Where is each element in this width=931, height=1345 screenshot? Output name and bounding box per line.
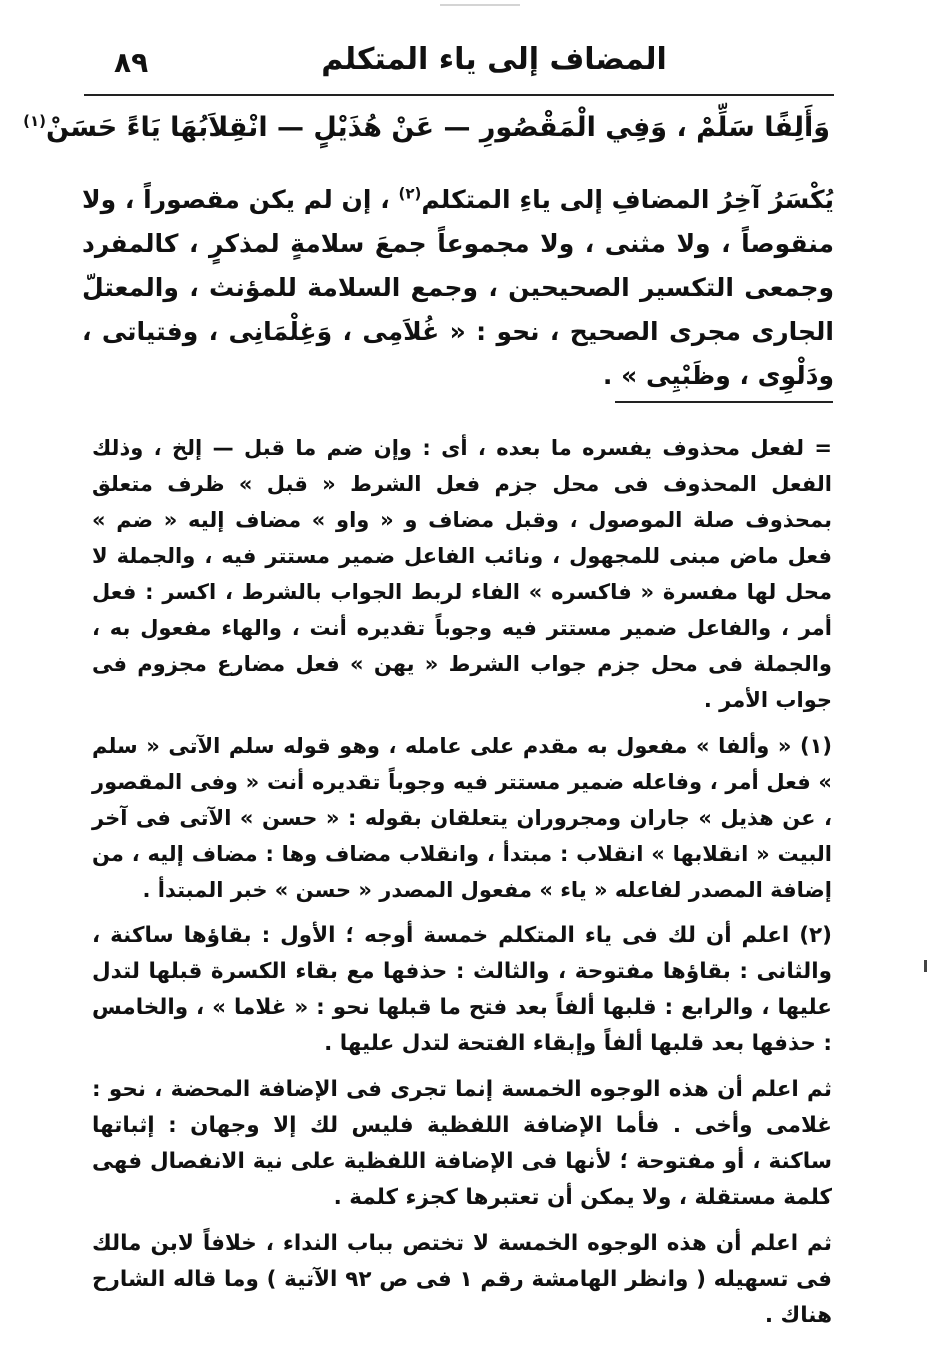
page-header [84, 40, 834, 90]
page-number: ٨٩ [114, 46, 149, 79]
footnote-ref-2: (٢) [398, 184, 422, 203]
scan-mark [440, 4, 520, 6]
footnote-2: (٢) اعلم أن لك فى ياء المتكلم خمسة أوجه ؛ الأول : بقاؤها ساكنة ، والثانى : بقاؤها مفتوحة ، والثالث : حذفها مع بقاء الكسرة قبلها لتدل عليها ، والرابع : قلبها ألفاً بعد فتح ما قبلها نحو : « غلاما » ، والخامس : حذفها بعد قلبها ألفاً وإبقاء الفتحة لتدل عليها . [92, 923, 832, 1056]
main-text-rest: ، إن لم يكن مقصوراً ، ولا منقوصاً ، ولا مثنى ، ولا مجموعاً جمعَ سلامةٍ لمذكرٍ ، كالمفرد وجمعى التكسير الصحيحين ، وجمع السلامة للمؤنث ، والمعتلّ الجارى مجرى الصحيح ، نحو : « غُلاَمِى ، وَغِلْمَانِى ، وفتياتى ، ودَلْوِى ، وظَبْيِى » . [82, 185, 834, 390]
footnote-ref-1: (١) [23, 112, 47, 130]
main-paragraph [82, 178, 834, 398]
running-title: المضاف إلى ياء المتكلم [321, 42, 667, 77]
footnotes [92, 430, 832, 1344]
footnote-continuation: = لفعل محذوف يفسره ما بعده ، أى : وإن ضم ما قبل — إلخ ، وذلك الفعل المحذوف فى محل جزم فعل الشرط « قبل » ظرف متعلق بمحذوف صلة الموصول ، وقبل مضاف و « واو » مضاف إليه « ضم » فعل ماض مبنى للمجهول ، ونائب الفاعل ضمير مستتر فيه ، والجملة لا محل لها مفسرة « فاكسره » الفاء لربط الجواب بالشرط ، اكسر : فعل أمر ، والفاعل ضمير مستتر فيه وجوباً تقديره أنت ، والهاء مفعول به ، والجملة فى محل جزم جواب الشرط « يهن » فعل مضارع مجزوم فى جواب الأمر . [92, 436, 832, 712]
footnote-2-final: ثم اعلم أن هذه الوجوه الخمسة لا تختص بباب النداء ، خلافاً لابن مالك فى تسهيله ( وانظر الهامشة رقم ١ فى ص ٩٢ الآتية ) وما قاله الشارح هناك . [92, 1231, 833, 1328]
footnote-1: (١) « وألفا » مفعول به مقدم على عامله ، وهو قوله سلم الآتى « سلم » فعل أمر ، وفاعله ضمير مستتر فيه وجوباً تقديره أنت « وفى المقصور ، عن هذيل » جاران ومجروران يتعلقان بقوله : « حسن » الآتى فى آخر البيت « انقلابها » انقلاب : مبتدأ ، وانقلاب مضاف وها : مضاف إليه ، من إضافة المصدر لفاعله « ياء » مفعول المصدر « حسن » خبر المبتدأ . [92, 734, 832, 902]
verse-text: وَأَلِفًا سَلِّمْ ، وَفِي الْمَقْصُورِ — عَنْ هُذَيْلٍ — انْقِلاَبُهَا يَاءً حَسَنْ [46, 112, 830, 143]
verse-line [23, 112, 830, 143]
main-text-start: يُكْسَرُ آخِرُ المضافِ إلى ياءِ المتكلم [421, 185, 834, 214]
footnote-2-extra: ثم اعلم أن هذه الوجوه الخمسة إنما تجرى فى الإضافة المحضة ، نحو : غلامى وأخى . فأما الإضافة اللفظية فليس لك إلا وجهان : إثباتها ساكنة ، أو مفتوحة ؛ لأنها فى الإضافة اللفظية على نية الانفصال فهى كلمة مستقلة ، ولا يمكن أن تعتبرها كجزء كلمة . [92, 1077, 832, 1210]
margin-mark [924, 960, 927, 972]
header-rule [84, 94, 834, 96]
footnote-separator [615, 401, 833, 403]
